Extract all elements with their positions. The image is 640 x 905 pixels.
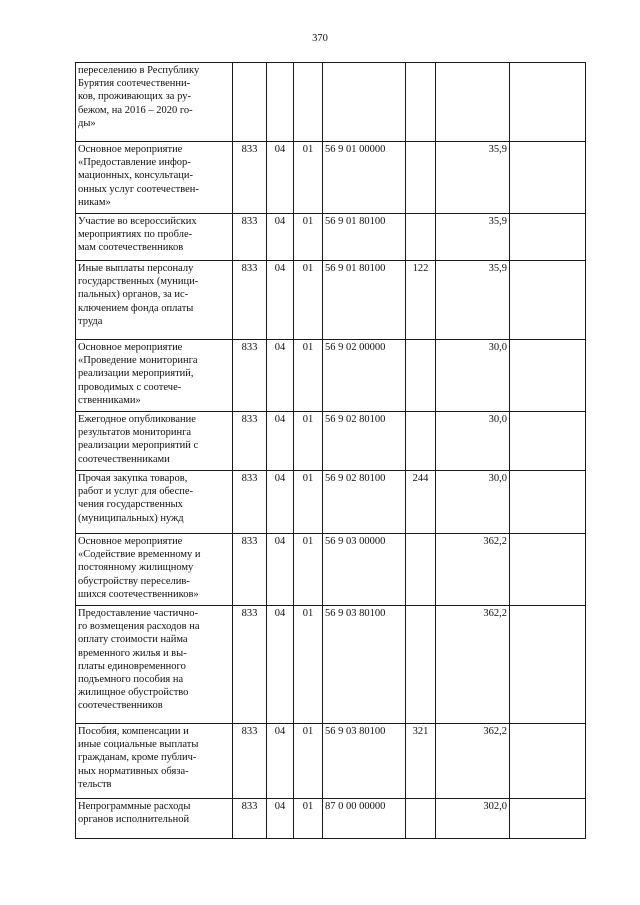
table-row — [76, 606, 586, 724]
subsection-code-cell — [294, 63, 323, 142]
extra-amount-cell — [510, 340, 586, 412]
budget-table — [75, 62, 586, 839]
amount-cell: 362,2 — [436, 724, 510, 799]
amount-cell: 30,0 — [436, 471, 510, 534]
table-row — [76, 142, 586, 214]
table-row — [76, 799, 586, 839]
section-code-cell — [267, 63, 294, 142]
section-code-cell: 04 — [267, 724, 294, 799]
target-code-cell: 56 9 02 80100 — [323, 471, 406, 534]
table-row — [76, 471, 586, 534]
expense-type-cell — [406, 63, 436, 142]
subsection-code-cell: 01 — [294, 534, 323, 606]
target-code-cell: 56 9 01 80100 — [323, 261, 406, 340]
subsection-code-cell: 01 — [294, 214, 323, 261]
ministry-code-cell — [233, 63, 267, 142]
subsection-code-cell: 01 — [294, 606, 323, 724]
ministry-code-cell: 833 — [233, 340, 267, 412]
expense-type-cell — [406, 214, 436, 261]
extra-amount-cell — [510, 606, 586, 724]
item-name-cell: Непрограммные расходы органов исполнительной — [76, 799, 233, 839]
section-code-cell: 04 — [267, 261, 294, 340]
table-row — [76, 412, 586, 471]
amount-cell: 362,2 — [436, 606, 510, 724]
extra-amount-cell — [510, 261, 586, 340]
target-code-cell: 56 9 01 80100 — [323, 214, 406, 261]
target-code-cell: 56 9 01 00000 — [323, 142, 406, 214]
table-row — [76, 340, 586, 412]
expense-type-cell — [406, 799, 436, 839]
ministry-code-cell: 833 — [233, 534, 267, 606]
section-code-cell: 04 — [267, 412, 294, 471]
section-code-cell: 04 — [267, 471, 294, 534]
page-number: 370 — [312, 33, 328, 44]
table-row — [76, 724, 586, 799]
ministry-code-cell: 833 — [233, 471, 267, 534]
expense-type-cell: 244 — [406, 471, 436, 534]
subsection-code-cell: 01 — [294, 724, 323, 799]
extra-amount-cell — [510, 63, 586, 142]
section-code-cell: 04 — [267, 799, 294, 839]
table-row — [76, 63, 586, 142]
section-code-cell: 04 — [267, 214, 294, 261]
table-row — [76, 214, 586, 261]
expense-type-cell — [406, 412, 436, 471]
extra-amount-cell — [510, 471, 586, 534]
extra-amount-cell — [510, 724, 586, 799]
target-code-cell: 56 9 02 80100 — [323, 412, 406, 471]
extra-amount-cell — [510, 214, 586, 261]
table-body — [76, 63, 586, 839]
amount-cell: 30,0 — [436, 340, 510, 412]
target-code-cell: 56 9 03 00000 — [323, 534, 406, 606]
expense-type-cell — [406, 340, 436, 412]
expense-type-cell — [406, 142, 436, 214]
target-code-cell: 56 9 02 00000 — [323, 340, 406, 412]
expense-type-cell: 122 — [406, 261, 436, 340]
subsection-code-cell: 01 — [294, 799, 323, 839]
extra-amount-cell — [510, 799, 586, 839]
item-name-cell: переселению в Республику Бурятия соотечественни- ков, проживающих за ру- бежом, на 2016 – 2020 го- ды» — [76, 63, 233, 142]
amount-cell: 30,0 — [436, 412, 510, 471]
extra-amount-cell — [510, 412, 586, 471]
amount-cell — [436, 63, 510, 142]
section-code-cell: 04 — [267, 142, 294, 214]
target-code-cell: 56 9 03 80100 — [323, 606, 406, 724]
expense-type-cell: 321 — [406, 724, 436, 799]
section-code-cell: 04 — [267, 534, 294, 606]
extra-amount-cell — [510, 534, 586, 606]
subsection-code-cell: 01 — [294, 142, 323, 214]
target-code-cell: 87 0 00 00000 — [323, 799, 406, 839]
ministry-code-cell: 833 — [233, 142, 267, 214]
item-name-cell: Основное мероприятие «Проведение мониторинга реализации мероприятий, проводимых с соотече- ственниками» — [76, 340, 233, 412]
item-name-cell: Ежегодное опубликование результатов мониторинга реализации мероприятий с соотечественниками — [76, 412, 233, 471]
item-name-cell: Прочая закупка товаров, работ и услуг для обеспе- чения государственных (муниципальных) нужд — [76, 471, 233, 534]
extra-amount-cell — [510, 142, 586, 214]
ministry-code-cell: 833 — [233, 724, 267, 799]
table-row — [76, 261, 586, 340]
item-name-cell: Основное мероприятие «Содействие временному и постоянному жилищному обустройству переселив- шихся соотечественников» — [76, 534, 233, 606]
expense-type-cell — [406, 606, 436, 724]
item-name-cell: Пособия, компенсации и иные социальные выплаты гражданам, кроме публич- ных нормативных обяза- тельств — [76, 724, 233, 799]
amount-cell: 35,9 — [436, 142, 510, 214]
amount-cell: 362,2 — [436, 534, 510, 606]
ministry-code-cell: 833 — [233, 261, 267, 340]
table-row — [76, 534, 586, 606]
ministry-code-cell: 833 — [233, 412, 267, 471]
subsection-code-cell: 01 — [294, 412, 323, 471]
section-code-cell: 04 — [267, 606, 294, 724]
subsection-code-cell: 01 — [294, 261, 323, 340]
amount-cell: 35,9 — [436, 214, 510, 261]
item-name-cell: Предоставление частично- го возмещения расходов на оплату стоимости найма временного жилья и вы- платы единовременного подъемного пособия на жилищное обустройство соотечественников — [76, 606, 233, 724]
section-code-cell: 04 — [267, 340, 294, 412]
amount-cell: 302,0 — [436, 799, 510, 839]
subsection-code-cell: 01 — [294, 471, 323, 534]
target-code-cell — [323, 63, 406, 142]
target-code-cell: 56 9 03 80100 — [323, 724, 406, 799]
subsection-code-cell: 01 — [294, 340, 323, 412]
ministry-code-cell: 833 — [233, 799, 267, 839]
item-name-cell: Иные выплаты персоналу государственных (муници- пальных) органов, за ис- ключением фонда оплаты труда — [76, 261, 233, 340]
item-name-cell: Участие во всероссийских мероприятиях по пробле- мам соотечественников — [76, 214, 233, 261]
ministry-code-cell: 833 — [233, 214, 267, 261]
amount-cell: 35,9 — [436, 261, 510, 340]
ministry-code-cell: 833 — [233, 606, 267, 724]
item-name-cell: Основное мероприятие «Предоставление инфор- мационных, консультаци- онных услуг соотечествен- никам» — [76, 142, 233, 214]
expense-type-cell — [406, 534, 436, 606]
